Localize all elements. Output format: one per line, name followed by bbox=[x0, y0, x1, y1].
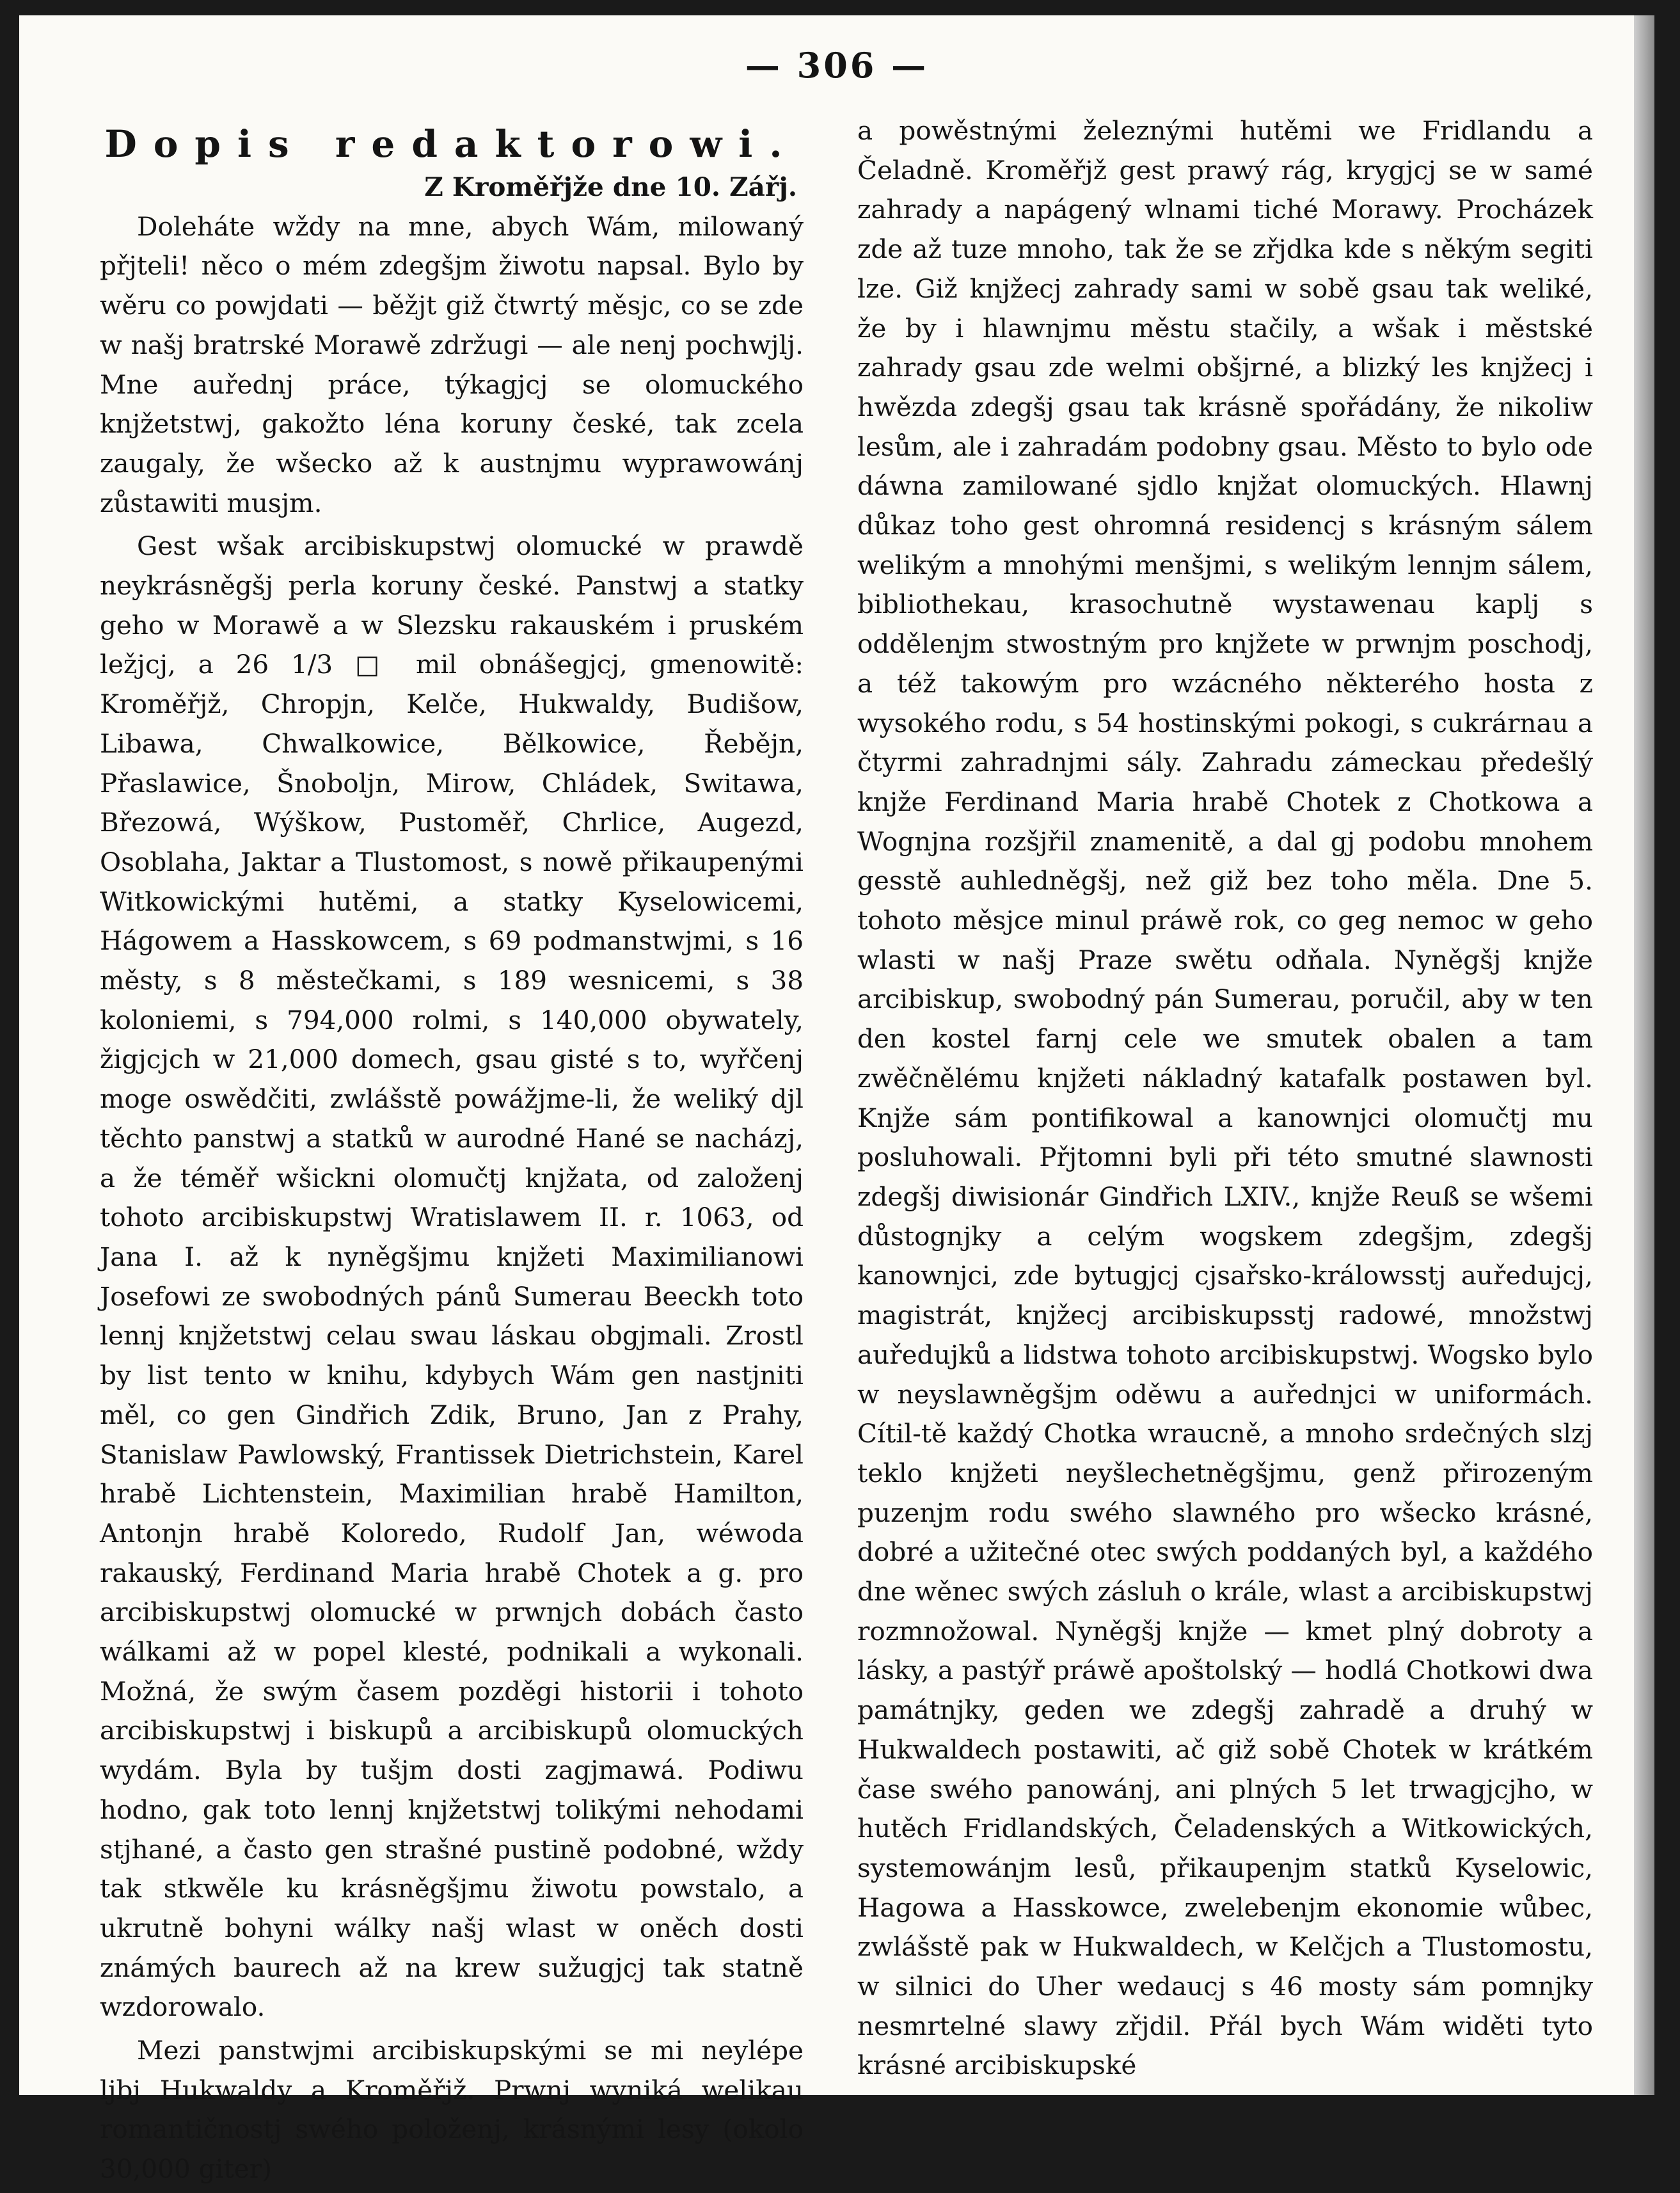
right-column bbox=[857, 111, 1593, 2089]
paragraph: a powěstnými železnými hutěmi we Fridlandu a Čeladně. Kroměřjž gest prawý rág, krygjcj se w samé zahrady a napágený wlnami tiché Morawy. Procházek zde až tuze mnoho, tak že se zřjdka kde s někým segiti lze. Giž knjžecj zahrady sami w sobě gsau tak weliké, že by i hlawnjmu městu stačily, a wšak i městské zahrady gsau zde welmi obšjrné, a blizký les knjžecj i hwězda zdegšj gsau tak krásně spořádány, že nikoliw lesům, ale i zahradám podobny gsau. Město to bylo ode dáwna zamilowané sjdlo knjžat olomuckých. Hlawnj důkaz toho gest ohromná residencj s krásným sálem welikým a mnohými menšjmi, s welikým lennjm sálem, bibliothekau, krasochutně wystawenau kaplj s oddělenjm stwostným pro knjžete w prwnjm poschodj, a též takowým pro wzácného některého hosta z wysokého rodu, s 54 hostinskými pokogi, s cukrárnau a čtyrmi zahradnjmi sály. Zahradu zámeckau předešlý knjže Ferdinand Maria hrabě Chotek z Chotkowa a Wognjna rozšjřil znamenitě, a dal gj podobu mnohem gesstě auhledněgšj, než giž bez toho měla. Dne 5. tohoto měsjce minul práwě rok, co geg nemoc w geho wlasti w našj Praze swětu odňala. Nyněgšj knjže arcibiskup, swobodný pán Sumerau, poručil, aby w ten den kostel farnj cele we smutek obalen a tam zwěčnělému knjžeti nákladný katafalk postawen byl. Knjže sám pontifikowal a kanownjci olomučtj mu posluhowali. Přjtomni byli při této smutné slawnosti zdegšj diwisionár Gindřich LXIV., knjže Reuß se wšemi důstognjky a celým wogskem zdegšjm, zdegšj kanownjci, zde bytugjcj cjsařsko-králowsstj auředujcj, magistrát, knjžecj arcibiskupsstj radowé, množstwj auředujků a lidstwa tohoto arcibiskupstwj. Wogsko bylo w neyslawněgšjm oděwu a auřednjci w uniformách. Cítil-tě každý Chotka wraucně, a mnoho srdečných slzj teklo knjžeti neyšlechetněgšjmu, genž přirozeným puzenjm rodu swého slawného pro wšecko krásné, dobré a užitečné otec swých poddaných byl, a každého dne wěnec swých zásluh o krále, wlast a arcibiskupstwj rozmnožowal. Nyněgšj knjže — kmet plný dobroty a lásky, a pastýř práwě apoštolský — hodlá Chotkowi dwa památnjky, geden we zdegšj zahradě a druhý w Hukwaldech postawiti, ač giž sobě Chotek w krátkém čase swého panowánj, ani plných 5 let trwagjcjho, w hutěch Fridlandských, Čeladenských a Witkowických, systemowánjm lesů, přikaupenjm statků Kyselowic, Hagowa a Hasskowce, zwelebenjm ekonomie wůbec, zwlášstě pak w Hukwaldech, w Kelčjch a Tlustomostu, w silnici do Uher wedaucj s 46 mosty sám pomnjky nesmrtelné slawy zřjdil. Přál bych Wám widěti tyto krásné arcibiskupské bbox=[857, 115, 1593, 2081]
paragraph: Gest wšak arcibiskupstwj olomucké w prawdě neykrásněgšj perla koruny české. Panstwj a statky geho w Morawě a w Slezsku rakauském i pruském ležjcj, a 26 1/3 □ mil obnášegjcj, gmenowitě: Kroměřjž, Chropjn, Kelče, Hukwaldy, Budišow, Libawa, Chwalkowice, Bělkowice, Řebějn, Přaslawice, Šnoboljn, Mirow, Chládek, Switawa, Březowá, Wýškow, Pustoměř, Chrlice, Augezd, Osoblaha, Jaktar a Tlustomost, s nowě přikaupenými Witkowickými hutěmi, a statky Kyselowicemi, Hágowem a Hasskowcem, s 69 podmanstwjmi, s 16 městy, s 8 městečkami, s 189 wesnicemi, s 38 koloniemi, s 794,000 rolmi, s 140,000 obywately, žigjcjch w 21,000 domech, gsau gisté s to, wyřčenj moge oswědčiti, zwlášstě powážjme-li, že weliký djl těchto panstwj a statků w aurodné Hané se nacházj, a že téměř wšickni olomučtj knjžata, od založenj tohoto arcibiskupstwj Wratislawem II. r. 1063, od Jana I. až k nyněgšjmu knjžeti Maximilianowi Josefowi ze swobodných pánů Sumerau Beeckh toto lennj knjžetstwj celau swau láskau obgjmali. Zrostl by list tento w knihu, kdybych Wám gen nastjniti měl, co gen Gindřich Zdik, Bruno, Jan z Prahy, Stanislaw Pawlowský, Frantissek Dietrichstein, Karel hrabě Lichtenstein, Maximilian hrabě Hamilton, Antonjn hrabě Koloredo, Rudolf Jan, wéwoda rakauský, Ferdinand Maria hrabě Chotek a g. pro arcibiskupstwj olomucké w prwnjch dobách často wálkami až w popel klesté, podnikali a wykonali. Možná, že swým časem pozděgi historii i tohoto arcibiskupstwj i biskupů a arcibiskupů olomuckých wydám. Byla by tušjm dosti zagjmawá. Podiwu hodno, gak toto lennj knjžetstwj tolikými nehodami stjhané, a často gen strašné pustině podobné, wždy tak stkwěle ku krásněgšjmu žiwotu powstalo, a ukrutně bohyni wálky našj wlast w oněch dosti známých baurech až na krew sužugjcj tak statně wzdorowalo. bbox=[100, 530, 804, 2023]
page-number: — 306 — bbox=[745, 45, 929, 86]
dateline: Z Kroměřjže dne 10. Zářj. bbox=[424, 171, 797, 202]
paragraph: Mezi panstwjmi arcibiskupskými se mi neylépe ljbj Hukwaldy a Kroměřjž. Prwnj wyniká welikau romantičnostj swého položenj, krásnými lesy (okolo 30,000 giter) bbox=[100, 2035, 804, 2185]
newspaper-page bbox=[19, 15, 1654, 2185]
left-column bbox=[100, 111, 804, 2193]
paragraph: Doleháte wždy na mne, abych Wám, milowaný přjteli! něco o mém zdegšjm žiwotu napsal. Bylo by wěru co powjdati — běžjt giž čtwrtý měsjc, co se zde w našj bratrské Morawě zdržugi — ale nenj pochwjlj. Mne auřednj práce, týkagjcj se olomuckého knjžetstwj, gakožto léna koruny české, tak zcela zaugaly, že wšecko až k austnjmu wyprawowánj zůstawiti musjm. bbox=[100, 211, 804, 518]
article-title: Dopis redaktorowi. bbox=[104, 122, 799, 166]
page-edge bbox=[1634, 15, 1654, 2095]
